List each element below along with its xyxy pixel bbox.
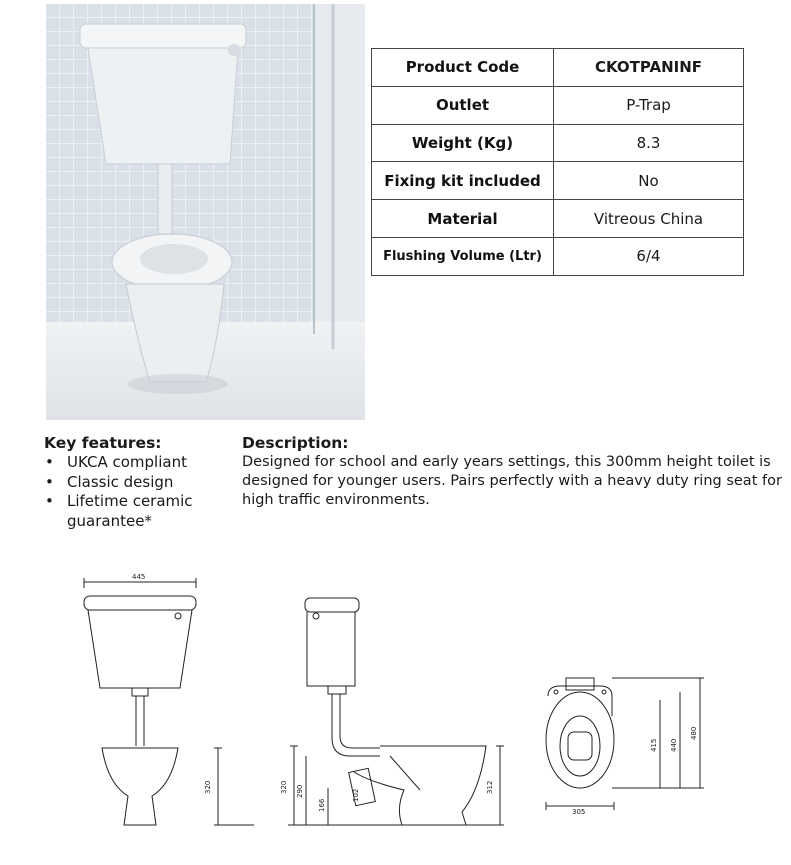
list-item: [44, 453, 229, 473]
description: [242, 434, 790, 510]
dim-plan-d2: 440: [670, 738, 678, 752]
bullet: •: [45, 492, 54, 510]
spec-value: CKOTPANINF: [554, 49, 744, 87]
spec-value: 6/4: [554, 237, 744, 275]
spec-value: P-Trap: [554, 86, 744, 124]
spec-label: Outlet: [372, 86, 554, 124]
spec-label: Flushing Volume (Ltr): [372, 237, 554, 275]
list-item: [44, 492, 229, 531]
dim-side-height-a: 320: [280, 780, 288, 794]
description-text: Designed for school and early years settings, this 300mm height toilet is designed for younger users. Pairs perfectly with a heavy duty ring seat for high traffic environments.: [242, 454, 782, 508]
dim-side-pan-height: 312: [486, 780, 494, 794]
side-view-drawing: [280, 598, 504, 825]
spec-table: [371, 48, 744, 276]
technical-drawings: [0, 560, 791, 865]
dim-side-height-c: 166: [318, 798, 326, 812]
spec-row: [372, 200, 744, 238]
dim-front-width: 445: [132, 573, 146, 581]
spec-row: [372, 162, 744, 200]
features-heading: Key features:: [44, 434, 162, 452]
bullet: •: [45, 472, 54, 491]
plan-view-drawing: [546, 678, 704, 816]
spec-label: Material: [372, 200, 554, 238]
product-photo: [46, 4, 365, 420]
dim-side-outlet: 102: [352, 788, 360, 802]
dim-plan-width: 305: [572, 808, 586, 816]
bullet: •: [45, 453, 54, 471]
spec-label: Product Code: [372, 49, 554, 87]
list-item: [44, 473, 229, 493]
dim-front-height: 320: [204, 780, 212, 794]
key-features: [44, 434, 229, 531]
feature-text: Classic design: [67, 472, 174, 491]
spec-label: Fixing kit included: [372, 162, 554, 200]
feature-text: UKCA compliant: [67, 453, 187, 471]
features-list: [44, 453, 229, 531]
feature-text: Lifetime ceramic guarantee*: [67, 492, 193, 530]
front-view-drawing: [84, 573, 254, 825]
spec-value: Vitreous China: [554, 200, 744, 238]
spec-row: [372, 86, 744, 124]
dim-plan-d1: 415: [650, 738, 658, 752]
description-heading: Description:: [242, 434, 349, 452]
spec-value: 8.3: [554, 124, 744, 162]
dim-plan-d3: 480: [690, 726, 698, 740]
dim-side-height-b: 290: [296, 784, 304, 798]
spec-label: Weight (Kg): [372, 124, 554, 162]
spec-value: No: [554, 162, 744, 200]
spec-row: [372, 124, 744, 162]
spec-row: [372, 237, 744, 275]
spec-row: [372, 49, 744, 87]
